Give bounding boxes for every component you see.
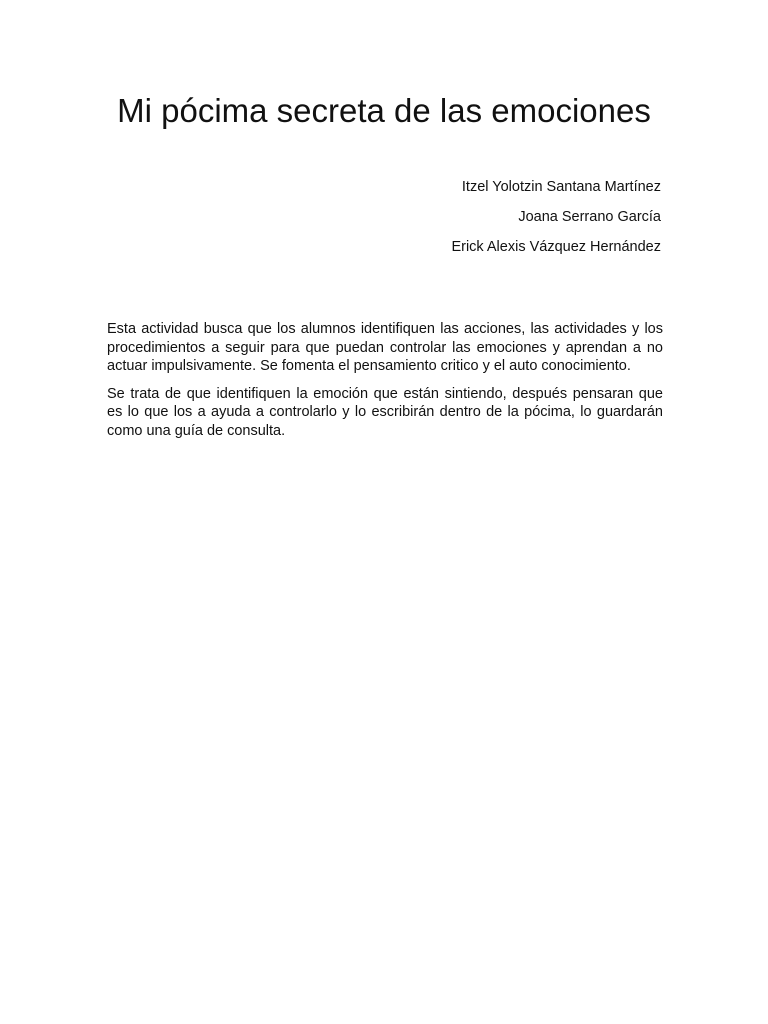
author-name: Erick Alexis Vázquez Hernández <box>451 239 661 255</box>
document-body <box>107 320 663 449</box>
body-paragraph: Se trata de que identifiquen la emoción que están sintiendo, después pensaran que es lo que los a ayuda a controlarlo y lo escribirán dentro de la pócima, lo guardarán como una guía de consulta. <box>107 385 663 439</box>
author-name: Itzel Yolotzin Santana Martínez <box>461 179 661 195</box>
body-paragraph: Esta actividad busca que los alumnos identifiquen las acciones, las actividades y los procedimientos a seguir para que puedan controlar las emociones y aprendan a no actuar impulsivamente. Se fomenta el pensamiento critico y el auto conocimiento. <box>107 321 663 374</box>
author-list <box>451 172 661 262</box>
author-name: Joana Serrano García <box>518 209 661 225</box>
document-title: Mi pócima secreta de las emociones <box>117 92 651 129</box>
